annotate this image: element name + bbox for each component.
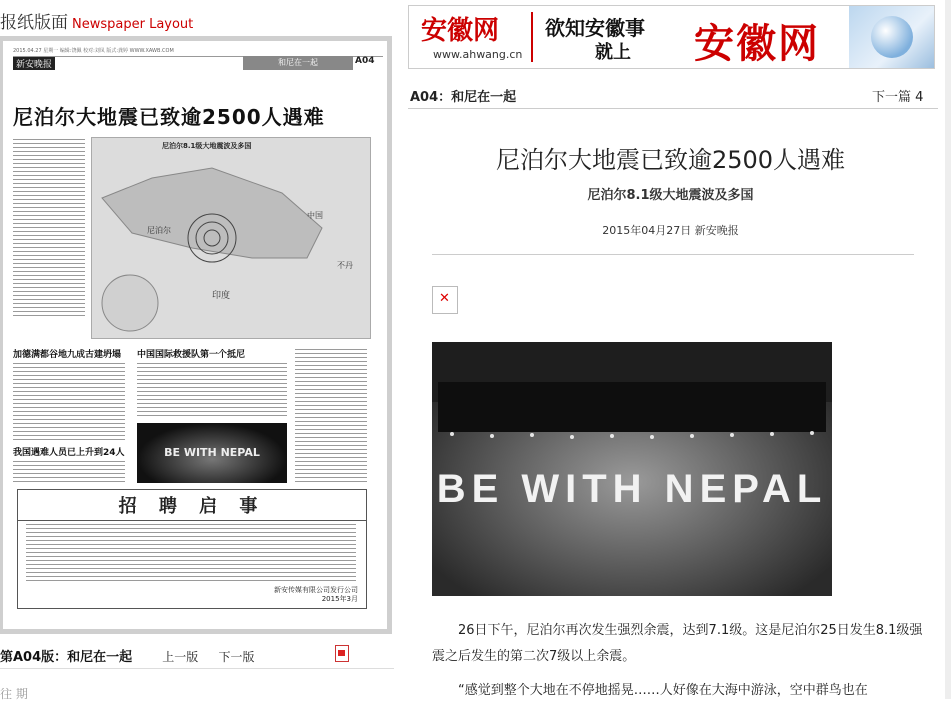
photo-graphic <box>432 342 832 596</box>
article-paragraph: 26日下午，尼泊尔再次发生强烈余震，达到7.1级。这是尼泊尔25日发生8.1级强震之后发生的第二次7级以上余震。 <box>432 623 923 664</box>
paper-header-line: 2015.04.27 星期一 编辑:饶佩 校对:刘凤 版式:龚婷 WWW.XAWB.COM <box>13 47 383 57</box>
page-title <box>0 8 193 33</box>
site-logo: 安徽网 <box>421 16 500 46</box>
current-page-label: 第A04版：和尼在一起 <box>0 650 133 665</box>
divider <box>432 254 914 255</box>
map-label-china: 中国 <box>307 211 323 220</box>
title-en: Newspaper Layout <box>72 17 194 32</box>
paper-photo: BE WITH NEPAL <box>137 423 287 483</box>
ad-title: 招 聘 启 事 <box>18 492 366 521</box>
page-nav-bar <box>0 646 254 665</box>
ad-date: 2015年3月 <box>321 595 358 603</box>
ad-text <box>26 522 356 582</box>
paper-text-column <box>13 459 125 485</box>
recruitment-ad <box>17 489 367 609</box>
map-label-bhutan: 不丹 <box>337 261 353 270</box>
banner-separator <box>531 12 533 62</box>
site-banner[interactable] <box>408 5 935 69</box>
broken-image-icon: ✕ <box>432 286 458 314</box>
paper-section-title-2: 中国国际救援队第一个抵尼 <box>137 350 246 360</box>
paper-section-title-1: 加德满都谷地九成古建坍塌 <box>13 350 122 360</box>
paper-text-column <box>13 137 85 317</box>
banner-slogan-1: 欲知安徽事 <box>545 16 645 40</box>
site-url: www.ahwang.cn <box>433 48 523 61</box>
article-subtitle: 尼泊尔8.1级大地震波及多国 <box>587 188 754 203</box>
map-label-nepal: 尼泊尔 <box>147 226 171 235</box>
section-breadcrumb[interactable]: A04：和尼在一起 <box>410 90 517 105</box>
photo-caption-text: BE WITH NEPAL <box>436 467 828 511</box>
paper-text-column <box>295 347 367 485</box>
article-photo <box>432 342 832 596</box>
paper-band: 和尼在一起 <box>243 56 353 70</box>
divider <box>0 668 394 669</box>
divider <box>408 108 938 109</box>
archive-link[interactable]: 往 期 <box>0 687 28 701</box>
prev-page-link[interactable]: 上一版 <box>162 650 199 664</box>
map-label-india: 印度 <box>212 291 231 301</box>
paper-headline: 尼泊尔大地震已致逾2500人遇难 <box>13 105 325 129</box>
title-cn: 报纸版面 <box>0 13 68 33</box>
map-caption: 尼泊尔8.1级大地震波及多国 <box>162 142 252 150</box>
next-page-link[interactable]: 下一版 <box>218 650 255 664</box>
newspaper-page-image[interactable] <box>0 36 392 634</box>
map-graphic <box>92 138 370 338</box>
paper-page-number: A04 <box>355 56 375 66</box>
article-meta: 2015年04月27日 新安晚报 <box>602 224 739 237</box>
paper-logo: 新安晚报 <box>13 57 55 70</box>
article-paragraph: “感觉到整个大地在不停地摇晃……人好像在大海中游泳，空中群鸟也在 <box>458 683 868 698</box>
banner-slogan-2: 就上 <box>595 42 631 63</box>
article-title: 尼泊尔大地震已致逾2500人遇难 <box>495 146 846 174</box>
paper-section-title-3: 我国遇难人员已上升到24人 <box>13 448 125 458</box>
paper-map <box>91 137 371 339</box>
next-article-link[interactable]: 下一篇 4 <box>872 90 924 105</box>
pdf-icon[interactable] <box>335 645 349 662</box>
banner-decoration-icon <box>849 6 934 68</box>
scrollbar[interactable] <box>945 0 951 699</box>
paper-text-column <box>13 361 125 441</box>
ad-company: 新安传媒有限公司发行公司 <box>274 586 358 594</box>
paper-text-column <box>137 361 287 419</box>
banner-brand: 安徽网 <box>694 20 820 67</box>
